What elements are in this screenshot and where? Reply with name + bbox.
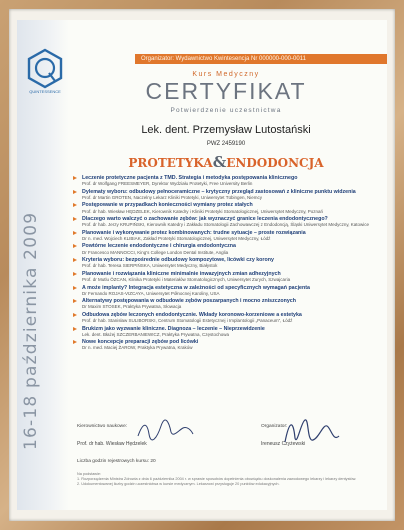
lecture-item <box>73 298 379 310</box>
bullet-triangle-icon <box>73 327 77 331</box>
bullet-triangle-icon <box>73 203 77 207</box>
lecture-speaker: Prof. dr hab. Teresa SIERPIŃSKA, Uniwersytet Medyczny, Białystok <box>82 263 218 269</box>
lecture-item <box>73 175 379 187</box>
organizer-handwritten-signature <box>279 412 343 452</box>
certificate-sheet <box>17 20 387 510</box>
lecture-item <box>73 326 379 338</box>
scientific-lead-handwritten-signature <box>135 418 195 442</box>
course-hours: Liczba godzin rejestrowych kursu: 20 <box>77 459 156 464</box>
footnote-2: 2. Udokumentowanej liczby godzin uczestnictwa w kursie medycznym. Lekarzowi przysługuje 20 punktów edukacyjnych. <box>77 481 280 486</box>
lecture-speaker: Dr n. med. Maciej ŻAROW, Praktyka Prywatna, Kraków <box>82 345 193 351</box>
lecture-title: Nowe koncepcje preparacji zębów pod licówki <box>82 339 199 346</box>
lecture-list <box>73 175 379 353</box>
lecture-speaker: Prof. dr hab. Stanisław SULIBORSKI, Centrum Stomatologii Estetycznej i Implantologii „Panaceum”, Łódź <box>82 318 293 324</box>
svg-text:QUINTESSENCE: QUINTESSENCE <box>29 89 61 94</box>
lecture-speaker: Lek. dent. Błażej SZCZERBANIEWICZ, Praktyka Prywatna, Częstochowa <box>82 331 230 337</box>
lecture-item <box>73 257 379 269</box>
lecture-title: Brukizm jako wyzwanie kliniczne. Diagnoza – leczenie – Nieprzewidzenie <box>82 325 265 332</box>
lecture-speaker: Prof. dr Martin GROTEN, Naczelny Lekarz Kliniki Protetyki, Uniwersytet Tübingen, Niemcy <box>82 194 262 200</box>
organizer-bar: Organizator: Wydawnictwo Kwintesencja Nr 000000-000-0011 <box>135 54 387 64</box>
lecture-title: Planowanie i wykonywanie protez kombinowanych: trudne sytuacje – proste rozwiązania <box>82 229 306 236</box>
lecture-item <box>73 216 379 228</box>
lecture-title: Powtórne leczenie endodontyczne i chirurgia endodontyczna <box>82 243 236 250</box>
organizer-label: Organizator: <box>261 424 288 429</box>
lecture-item <box>73 243 379 255</box>
lecture-speaker: Dr Maxim STOSEK, Praktyka Prywatna, Słowacja <box>82 304 182 310</box>
bullet-triangle-icon <box>73 286 77 290</box>
organizer-name: Ireneusz Czyżewski <box>261 441 306 447</box>
course-name-right: ENDODONCJA <box>226 156 324 170</box>
lecture-title: Dylematy wyboru: odbudowy pełnoceramiczne – krytyczny przegląd zastosowań z kliniczne punktu widzenia <box>82 188 356 195</box>
license-number: PWZ 2459190 <box>206 141 246 147</box>
bullet-triangle-icon <box>73 313 77 317</box>
lecture-speaker: Prof. dr Wolfgang FREESMEYER, Dyrektor Wydziału Protetyki, Free University Berlin <box>82 181 253 187</box>
lecture-item <box>73 312 379 324</box>
certificate-title: CERTYFIKAT <box>145 78 307 104</box>
bullet-triangle-icon <box>73 190 77 194</box>
lecture-item <box>73 271 379 283</box>
lecture-item <box>73 202 379 214</box>
lecture-speaker: Dr Francesco MANNOCCI, King's College London Dental Institute, Anglia <box>82 249 229 255</box>
bullet-triangle-icon <box>73 244 77 248</box>
lecture-speaker: Dr n. med. Wojciech KLIBIAK, Zakład Protetyki Stomatologicznej, Uniwersytet Medyczny, Łódź <box>82 235 271 241</box>
lecture-item <box>73 230 379 242</box>
lecture-item <box>73 285 379 297</box>
course-name-ampersand: & <box>212 153 227 171</box>
bullet-triangle-icon <box>73 258 77 262</box>
scientific-lead-name: Prof. dr hab. Wiesław Hędzelek <box>77 441 147 447</box>
footnotes <box>77 472 377 486</box>
lecture-speaker: Prof. dr hab. Wiesław HĘDZELEK, Kierownik Katedry i Kliniki Protetyki Stomatologicznej, Uniwersytet Medyczny, Poznań <box>82 208 324 214</box>
bullet-triangle-icon <box>73 340 77 344</box>
lecture-title: Odbudowa zębów leczonych endodontycznie. Wkłady koronowo-korzeniowe a estetyka <box>82 311 302 318</box>
footnote-1: 1. Rozporządzenia Ministra Zdrowia z dnia 6 października 2004 r. w sprawie sposobów dopełnienia obowiązku doskonalenia zawodowego lekarzy i lekarzy dentystów. <box>77 476 357 481</box>
bullet-triangle-icon <box>73 231 77 235</box>
certificate-subtitle: Potwierdzenie uczestnictwa <box>170 107 282 114</box>
lecture-speaker: Dr Fernando ROJAS-VIZCAYA, Uniwersytet Północnej Karoliny, USA <box>82 290 220 296</box>
lecture-title: A może implanty? Integracja estetyczna w zależności od specyficznych wymagań pacjenta <box>82 284 310 291</box>
lecture-title: Postępowanie w przypadkach konieczności wymiany protez stałych <box>82 202 253 209</box>
lecture-title: Dlaczego warto walczyć o zachowanie zębów: jak wyznaczyć granice leczenia endodontycznego? <box>82 216 328 223</box>
course-name-left: PROTETYKA <box>128 156 213 170</box>
lecture-item <box>73 339 379 351</box>
lecture-speaker: Prof. dr hab. Jerzy KRUPIŃSKI, Kierownik Katedry i Zakładu Stomatologii Zachowawczej z Endodoncją, Śląski Uniwersytet Medyczny, Katowice <box>82 222 370 228</box>
bullet-triangle-icon <box>73 176 77 180</box>
lecture-title: Planowanie i rozwiązania kliniczne minimalnie inwazyjnych zmian adhezyjnych <box>82 270 281 277</box>
bullet-triangle-icon <box>73 299 77 303</box>
course-label: Kurs Medyczny <box>192 71 260 78</box>
lecture-speaker: Prof. dr Mutlu ÖZCAN, Klinika Protetyki i Materiałów Stomatologicznych, Uniwersytet Zurych, Szwajcaria <box>82 277 291 283</box>
lecture-title: Kryteria wyboru: bezpośrednie odbudowy kompozytowe, licówki czy korony <box>82 257 274 264</box>
recipient-name: Lek. dent. Przemysław Lutostański <box>141 124 311 136</box>
bullet-triangle-icon <box>73 272 77 276</box>
vertical-date: 16-18 października 2009 <box>21 211 41 450</box>
bullet-triangle-icon <box>73 217 77 221</box>
lecture-title: Alternatywy postępowania w odbudowie zębów poszarpanych i mocno zniszczonych <box>82 298 296 305</box>
course-name <box>17 153 387 171</box>
scientific-lead-label: Kierownictwo naukowe: <box>77 424 128 429</box>
lecture-item <box>73 189 379 201</box>
lecture-title: Leczenie protetyczne pacjenta z TMD. Strategia i metodyka postępowania klinicznego <box>82 175 298 181</box>
footnote-heading: Na podstawie: <box>77 472 102 476</box>
